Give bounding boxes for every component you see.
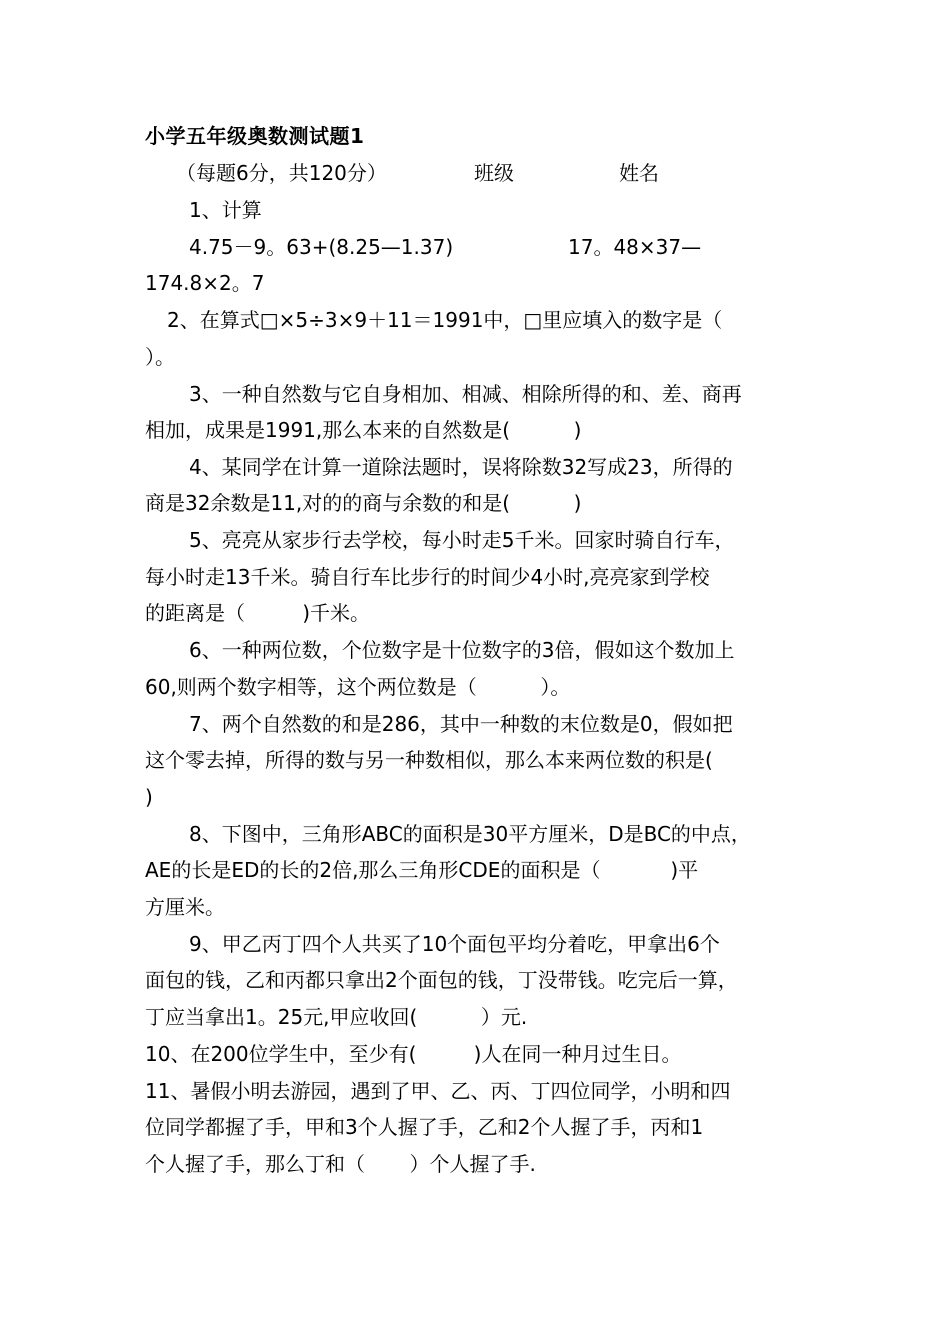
question-9-line-2: 面包的钱，乙和丙都只拿出2个面包的钱，丁没带钱。吃完后一算，	[145, 968, 738, 992]
page-title: 小学五年级奥数测试题1	[145, 124, 365, 148]
question-1-heading: 1、计算	[189, 198, 262, 222]
question-11-line-1: 11、暑假小明去游园，遇到了甲、乙、丙、丁四位同学，小明和四	[145, 1079, 731, 1103]
question-8-line-3: 方厘米。	[145, 895, 225, 919]
question-5-line-2: 每小时走13千米。骑自行车比步行的时间少4小时,亮亮家到学校	[145, 565, 710, 589]
question-8-line-1: 8、下图中，三角形ABC的面积是30平方厘米，D是BC的中点，	[189, 822, 751, 846]
question-5-line-1: 5、亮亮从家步行去学校，每小时走5千米。回家时骑自行车，	[189, 528, 735, 552]
question-9-line-1: 9、甲乙丙丁四个人共买了10个面包平均分着吃，甲拿出6个	[189, 932, 720, 956]
question-3-line-1: 3、一种自然数与它自身相加、相减、相除所得的和、差、商再	[189, 382, 742, 406]
question-4-line-1: 4、某同学在计算一道除法题时，误将除数32写成23，所得的	[189, 455, 733, 479]
question-1-expression-b-cont: 174.8×2。7	[145, 271, 265, 295]
question-11-line-2: 位同学都握了手，甲和3个人握了手，乙和2个人握了手，丙和1	[145, 1115, 704, 1139]
question-7-line-3: )	[145, 785, 153, 809]
question-7-line-2: 这个零去掉，所得的数与另一种数相似，那么本来两位数的积是(	[145, 748, 713, 772]
question-4-line-2: 商是32余数是11,对的的商与余数的和是( )	[145, 491, 582, 515]
question-1-expression-a: 4.75－9。63+(8.25—1.37)	[189, 235, 454, 259]
question-7-line-1: 7、两个自然数的和是286，其中一种数的末位数是0，假如把	[189, 712, 733, 736]
question-2-line-2: ）。	[145, 345, 175, 369]
question-3-line-2: 相加，成果是1991,那么本来的自然数是( )	[145, 418, 582, 442]
question-10-line-1: 10、在200位学生中，至少有( )人在同一种月过生日。	[145, 1042, 682, 1066]
score-info: （每题6分，共120分）	[176, 161, 387, 185]
question-2-line-1: 2、在算式□×5÷3×9＋11＝1991中，□里应填入的数字是（	[167, 308, 723, 332]
question-6-line-2: 60,则两个数字相等，这个两位数是（ ）。	[145, 675, 571, 699]
question-8-line-2: AE的长是ED的长的2倍,那么三角形CDE的面积是（ )平	[145, 858, 699, 882]
question-5-line-3: 的距离是（ )千米。	[145, 601, 371, 625]
question-1-expression-b: 17。48×37—	[568, 235, 702, 259]
class-label: 班级	[474, 161, 514, 185]
question-6-line-1: 6、一种两位数，个位数字是十位数字的3倍，假如这个数加上	[189, 638, 735, 662]
name-label: 姓名	[619, 161, 659, 185]
question-11-line-3: 个人握了手，那么丁和（ ）个人握了手.	[145, 1152, 536, 1176]
question-9-line-3: 丁应当拿出1。25元,甲应收回( ）元.	[145, 1005, 528, 1029]
